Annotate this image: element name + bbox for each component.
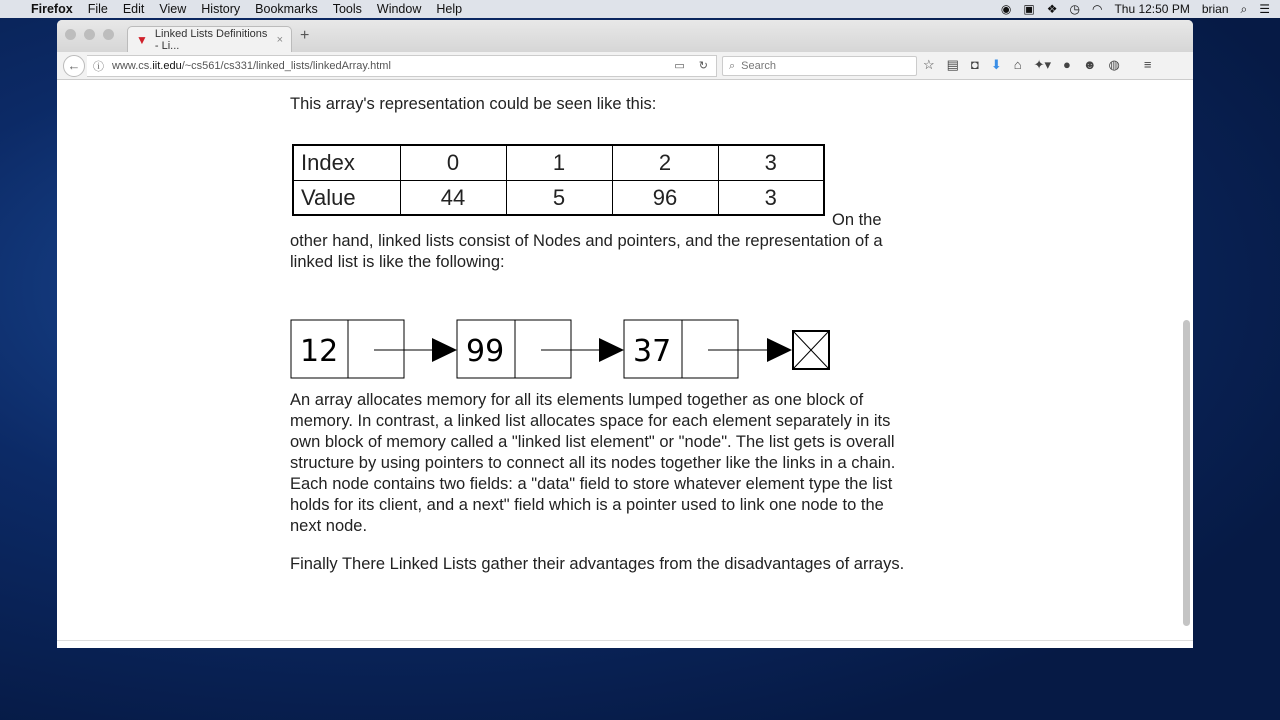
pointer-arrow (374, 338, 457, 362)
paragraph-tail: On the (832, 211, 882, 229)
url-bar[interactable] (87, 55, 717, 77)
menu-bar (0, 0, 1280, 18)
menu-tools[interactable]: Tools (332, 2, 362, 16)
node (624, 320, 738, 378)
menu-edit[interactable]: Edit (122, 2, 145, 16)
zoom-window-button[interactable] (103, 29, 114, 40)
user-name[interactable]: brian (1201, 2, 1229, 16)
cell: 2 (612, 145, 718, 180)
window-bottom-edge (57, 640, 1193, 648)
smiley-addon-icon[interactable]: ☻ (1082, 57, 1097, 72)
favicon-icon: ▼ (136, 32, 148, 47)
new-tab-button[interactable]: + (300, 27, 310, 44)
menu-bookmarks[interactable]: Bookmarks (255, 2, 318, 16)
downloads-icon[interactable]: ⬇ (990, 57, 1002, 72)
bookmarks-list-icon[interactable]: ▤ (946, 57, 959, 72)
minimize-window-button[interactable] (84, 29, 95, 40)
search-input[interactable] (722, 56, 917, 76)
pocket-icon[interactable]: ◘ (970, 57, 979, 72)
menu-view[interactable]: View (159, 2, 187, 16)
paragraph-conclusion: Finally There Linked Lists gather their advantages from the disadvantages of arrays. (290, 555, 905, 573)
record-icon[interactable]: ◉ (1000, 2, 1012, 16)
cell: 3 (718, 180, 824, 215)
cell: 3 (718, 145, 824, 180)
close-tab-icon[interactable]: × (276, 33, 283, 46)
window-controls (65, 29, 114, 40)
node-value: 37 (633, 334, 672, 369)
extension-icon[interactable]: ✦▾ (1033, 57, 1051, 72)
info-icon[interactable]: ⓘ (93, 61, 104, 73)
table-row (293, 180, 824, 215)
browser-window (57, 20, 1193, 648)
cell: 5 (506, 180, 612, 215)
home-icon[interactable]: ⌂ (1013, 57, 1022, 72)
dropbox-icon[interactable]: ❖ (1046, 2, 1058, 16)
tab-title: Linked Lists Definitions - Li... (154, 27, 268, 52)
node-value: 12 (300, 334, 339, 369)
nav-bar (57, 52, 1193, 80)
menu-file[interactable]: File (87, 2, 108, 16)
menu-app[interactable]: Firefox (31, 2, 73, 16)
notification-center-icon[interactable]: ☰ (1259, 2, 1270, 16)
tab-active[interactable] (127, 26, 292, 52)
node (457, 320, 571, 378)
menu-help[interactable]: Help (436, 2, 463, 16)
linked-list-diagram (290, 318, 835, 382)
menu-hamburger-icon[interactable]: ≡ (1143, 57, 1152, 72)
toolbar-icons (923, 57, 1151, 73)
page-content (57, 80, 1193, 640)
search-icon: ⌕ (729, 59, 736, 72)
wifi-icon[interactable]: ◠ (1091, 2, 1103, 16)
cell: 1 (506, 145, 612, 180)
reader-view-icon[interactable]: ▭ (674, 60, 685, 72)
spotlight-icon[interactable]: ⌕ (1240, 1, 1248, 16)
cell: 0 (400, 145, 506, 180)
status-icon[interactable]: ▣ (1023, 2, 1035, 16)
bookmark-star-icon[interactable]: ☆ (923, 57, 935, 72)
clock[interactable]: Thu 12:50 PM (1114, 2, 1190, 16)
menu-window[interactable]: Window (376, 2, 422, 16)
close-window-button[interactable] (65, 29, 76, 40)
intro-text: This array's representation could be seen like this: (290, 95, 657, 113)
node (291, 320, 404, 378)
back-button[interactable]: ← (63, 55, 85, 77)
cell: 96 (612, 180, 718, 215)
paragraph-linked: other hand, linked lists consist of Nodes and pointers, and the representation of a linked list is like the following: (290, 232, 883, 271)
tab-bar (57, 20, 1193, 52)
cell: Index (293, 145, 400, 180)
node-value: 99 (466, 334, 505, 369)
pointer-arrow (708, 338, 792, 362)
cell: Value (293, 180, 400, 215)
array-table (292, 144, 825, 216)
menu-history[interactable]: History (201, 2, 241, 16)
null-terminator-icon (793, 331, 829, 369)
table-row (293, 145, 824, 180)
search-placeholder: Search (741, 60, 777, 72)
reload-icon[interactable]: ↻ (698, 60, 708, 72)
addon-icon[interactable]: ● (1063, 57, 1071, 72)
time-machine-icon[interactable]: ◷ (1069, 2, 1080, 16)
pointer-arrow (541, 338, 624, 362)
paragraph-comparison: An array allocates memory for all its elements lumped together as one block of memory. In contrast, a linked list allocates space for each element separately in its own block of memory called a "linked list element" or "node". The list gets is overall structure by using pointers to connect all its nodes together like the links in a chain. Each node contains two fields: a "data" field to store whatever element type the list holds for its client, and a next" field which is a pointer used to link one node to the next node. (290, 391, 896, 535)
globe-addon-icon[interactable]: ◍ (1108, 57, 1120, 72)
url-text: www.cs.iit.edu/~cs561/cs331/linked_lists/linkedArray.html (112, 60, 391, 72)
cell: 44 (400, 180, 506, 215)
vertical-scrollbar[interactable] (1183, 320, 1190, 626)
